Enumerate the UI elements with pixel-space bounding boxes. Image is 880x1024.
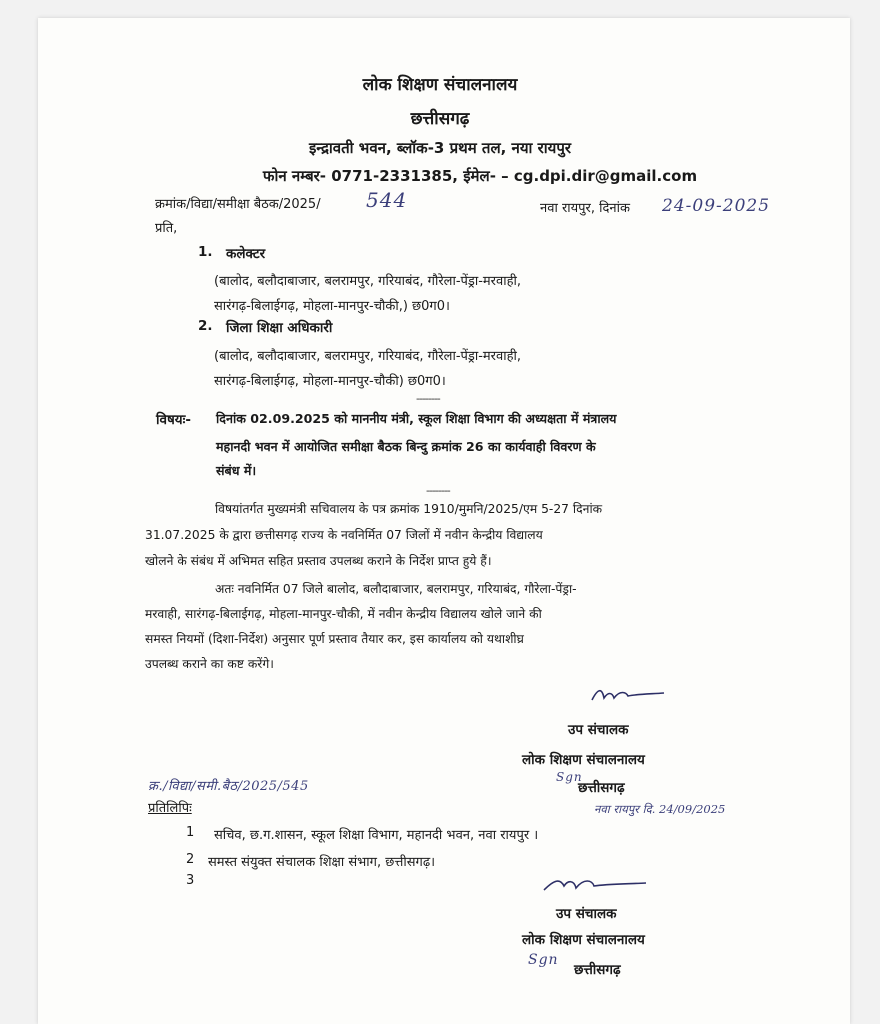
copy-item-text: समस्त संयुक्त संचालक शिक्षा संभाग, छत्तीसगढ़। <box>208 855 436 870</box>
phone-email-line: फोन नम्बर- 0771-2331385, ईमेल- – cg.dpi.dir@gmail.com <box>262 167 698 185</box>
body-line: उपलब्ध कराने का कष्ट करेंगे। <box>145 657 274 671</box>
subject-line: संबंध में। <box>216 463 257 478</box>
subject-line: महानदी भवन में आयोजित समीक्षा बैठक बिन्दु क्रमांक 26 का कार्यवाही विवरण के <box>216 439 596 454</box>
signature-state: छत्तीसगढ़ <box>578 780 625 796</box>
to-label: प्रति, <box>155 221 178 236</box>
copy-item-text: सचिव, छ.ग.शासन, स्कूल शिक्षा विभाग, महानदी भवन, नवा रायपुर । <box>214 828 539 843</box>
signature-initials: Sgn <box>556 770 583 784</box>
signature-state: छत्तीसगढ़ <box>574 962 621 978</box>
recipient-number: 1. <box>198 244 213 260</box>
signature-scribble <box>588 684 668 706</box>
separator: -------- <box>416 392 440 405</box>
body-line: मरवाही, सारंगढ़-बिलाईगढ़, मोहला-मानपुर-चौकी, में नवीन केन्द्रीय विद्यालय खोले जाने की <box>145 607 542 621</box>
copy-reference-handwritten: क्र./विद्या/समी.बैठ/2025/545 <box>148 779 309 794</box>
subject-label: विषयः- <box>156 412 191 428</box>
subject-line: दिनांक 02.09.2025 को माननीय मंत्री, स्कूल शिक्षा विभाग की अध्यक्षता में मंत्रालय <box>216 411 617 426</box>
signature-office: लोक शिक्षण संचालनालय <box>522 752 645 768</box>
body-line: विषयांतर्गत मुख्यमंत्री सचिवालय के पत्र क्रमांक 1910/मुमनि/2025/एम 5-27 दिनांक <box>215 502 603 516</box>
body-line: अतः नवनिर्मित 07 जिले बालोद, बलौदाबाजार, बलरामपुर, गरियाबंद, गौरेला-पेंड्रा- <box>215 582 577 596</box>
copy-item-number: 2 <box>186 852 195 867</box>
body-line: 31.07.2025 के द्वारा छत्तीसगढ़ राज्य के नवनिर्मित 07 जिलों में नवीन केन्द्रीय विद्यालय <box>145 528 543 542</box>
recipient-title: जिला शिक्षा अधिकारी <box>226 320 333 336</box>
recipient-number: 2. <box>198 318 213 334</box>
body-line: खोलने के संबंध में अभिमत सहित प्रस्ताव उपलब्ध कराने के निर्देश प्राप्त हुये हैं। <box>145 554 492 568</box>
recipient-districts: सारंगढ़-बिलाईगढ़, मोहला-मानपुर-चौकी,) छ0ग0। <box>214 299 450 314</box>
recipient-districts: (बालोद, बलौदाबाजार, बलरामपुर, गरियाबंद, गौरेला-पेंड्रा-मरवाही, <box>214 274 521 289</box>
office-name: लोक शिक्षण संचालनालय <box>362 75 518 95</box>
copy-date-handwritten: नवा रायपुर दि. 24/09/2025 <box>594 802 726 816</box>
signature-designation: उप संचालक <box>556 906 617 922</box>
reference-number-handwritten: 544 <box>366 188 408 212</box>
separator: -------- <box>426 484 450 497</box>
office-address: इन्द्रावती भवन, ब्लॉक-3 प्रथम तल, नया रायपुर <box>308 139 572 157</box>
copy-item-number: 3 <box>186 873 195 888</box>
recipient-districts: सारंगढ़-बिलाईगढ़, मोहला-मानपुर-चौकी) छ0ग0। <box>214 374 446 389</box>
date-handwritten: 24-09-2025 <box>662 196 771 216</box>
body-line: समस्त नियमों (दिशा-निर्देश) अनुसार पूर्ण प्रस्ताव तैयार कर, इस कार्यालय को यथाशीघ्र <box>145 632 524 646</box>
copy-item-number: 1 <box>186 825 195 840</box>
place-date: नवा रायपुर, दिनांक <box>540 201 630 216</box>
signature-designation: उप संचालक <box>568 722 629 738</box>
signature-initials: Sgn <box>528 952 559 968</box>
signature-scribble <box>540 872 650 896</box>
reference-number: क्रमांक/विद्या/समीक्षा बैठक/2025/ <box>155 197 321 212</box>
signature-office: लोक शिक्षण संचालनालय <box>522 932 645 948</box>
copy-label: प्रतिलिपिः <box>148 801 192 816</box>
recipient-districts: (बालोद, बलौदाबाजार, बलरामपुर, गरियाबंद, गौरेला-पेंड्रा-मरवाही, <box>214 349 521 364</box>
recipient-title: कलेक्टर <box>226 246 266 262</box>
state-name: छत्तीसगढ़ <box>410 109 470 129</box>
